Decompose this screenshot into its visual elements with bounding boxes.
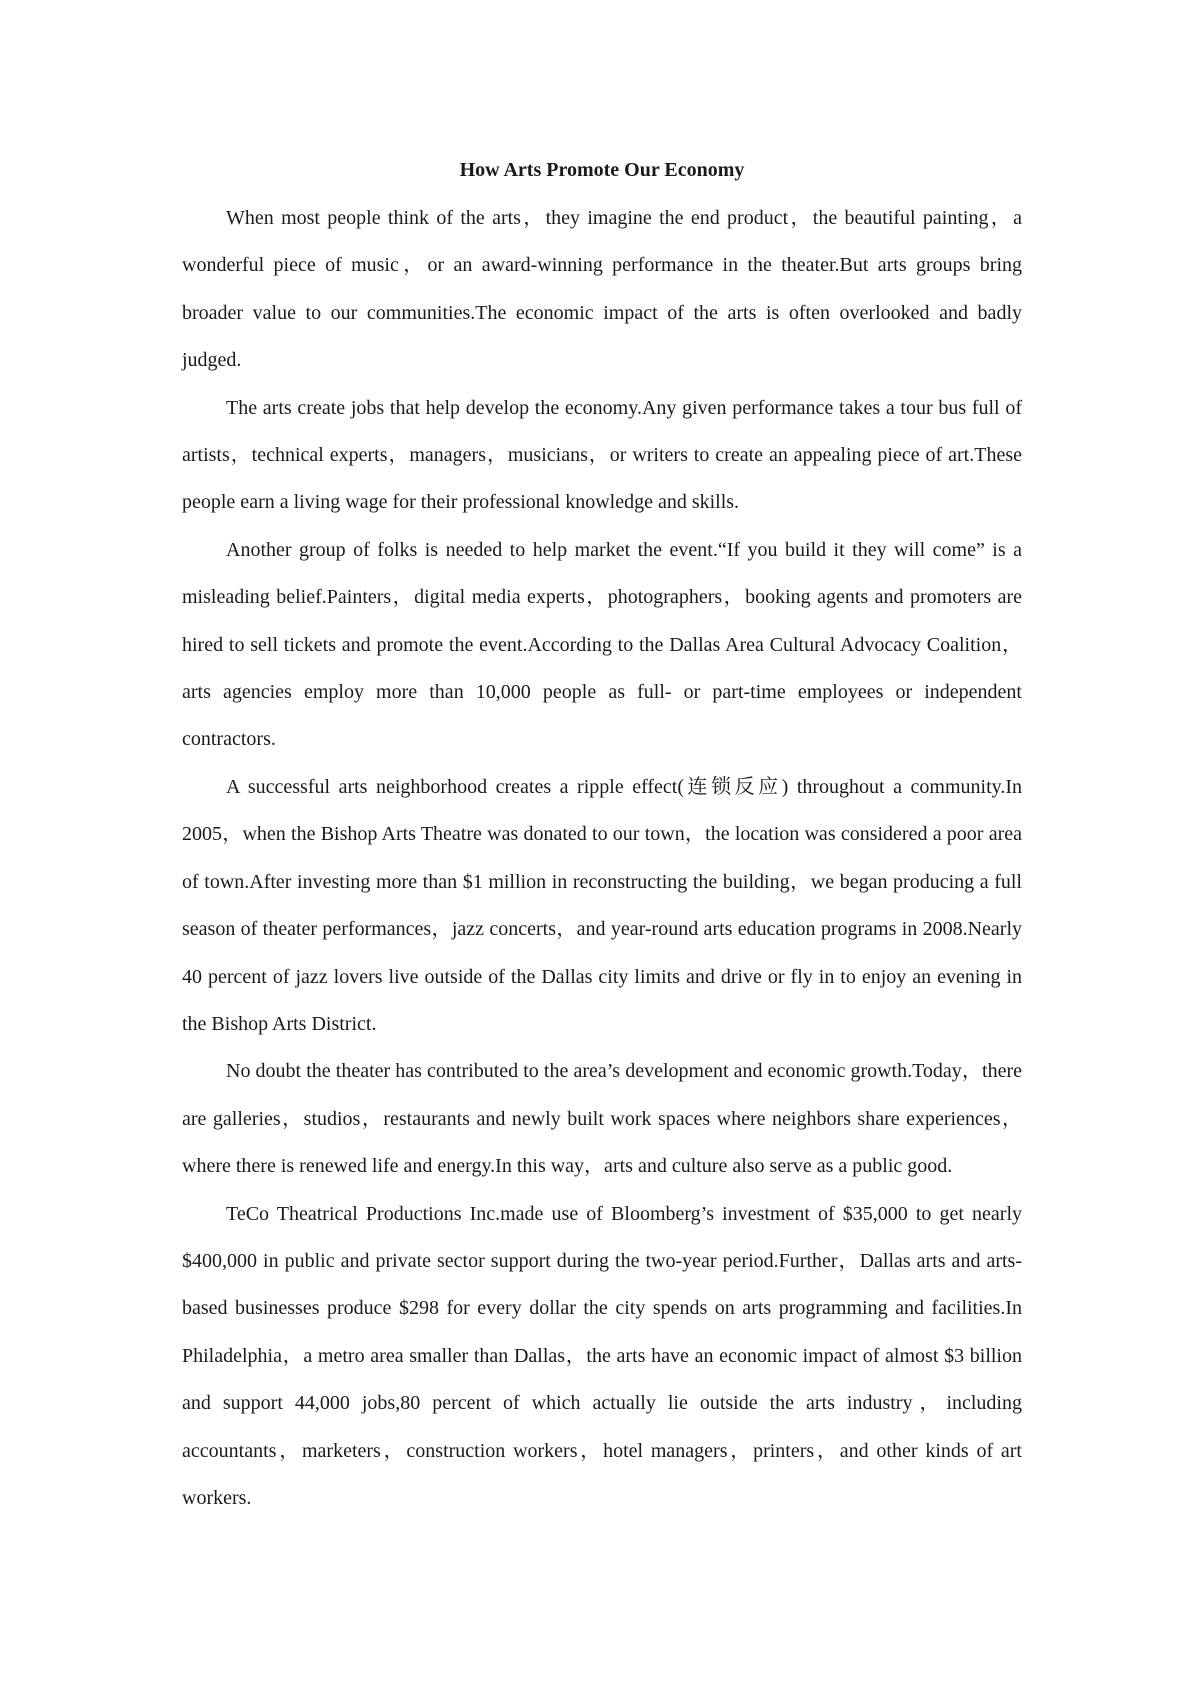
- paragraph-6: TeCo Theatrical Productions Inc.made use of Bloomberg’s investment of $35,000 to get nearly $400,000 in public and private sector support during the two-year period.Further，Dallas arts and arts-based businesses produce $298 for every dollar the city spends on arts programming and facilities.In Philadelphia，a metro area smaller than Dallas，the arts have an economic impact of almost $3 billion and support 44,000 jobs,80 percent of which actually lie outside the arts industry，including accountants，marketers，construction workers，hotel managers，printers，and other kinds of art workers.: [182, 1202, 1022, 1509]
- paragraph-1: When most people think of the arts，they imagine the end product，the beautiful painting，a wonderful piece of music，or an award-winning performance in the theater.But arts groups bring broader value to our communities.The economic impact of the arts is often overlooked and badly judged.: [182, 207, 1022, 372]
- paragraph-4: A successful arts neighborhood creates a ripple effect(连锁反应) throughout a community.In 2005，when the Bishop Arts Theatre was donated to our town，the location was considered a poor area of town.After investing more than $1 million in reconstructing the building，we began producing a full season of theater performances，jazz concerts，and year-round arts education programs in 2008.Nearly 40 percent of jazz lovers live outside of the Dallas city limits and drive or fly in to enjoy an evening in the Bishop Arts District.: [182, 775, 1022, 1035]
- document-page: [182, 150, 1022, 1522]
- paragraph-5: No doubt the theater has contributed to the area’s development and economic growth.Today，there are galleries，studios，restaurants and newly built work spaces where neighbors share experiences，where there is renewed life and energy.In this way，arts and culture also serve as a public good.: [182, 1060, 1022, 1178]
- paragraph-2: The arts create jobs that help develop the economy.Any given performance takes a tour bus full of artists，technical experts，managers，musicians，or writers to create an appealing piece of art.These people earn a living wage for their professional knowledge and skills.: [182, 396, 1022, 514]
- paragraph-3: Another group of folks is needed to help market the event.“If you build it they will come” is a misleading belief.Painters，digital media experts，photographers，booking agents and promoters are hired to sell tickets and promote the event.According to the Dallas Area Cultural Advocacy Coalition，arts agencies employ more than 10,000 people as full- or part-time employees or independent contractors.: [182, 538, 1022, 751]
- document-title: How Arts Promote Our Economy: [459, 159, 745, 181]
